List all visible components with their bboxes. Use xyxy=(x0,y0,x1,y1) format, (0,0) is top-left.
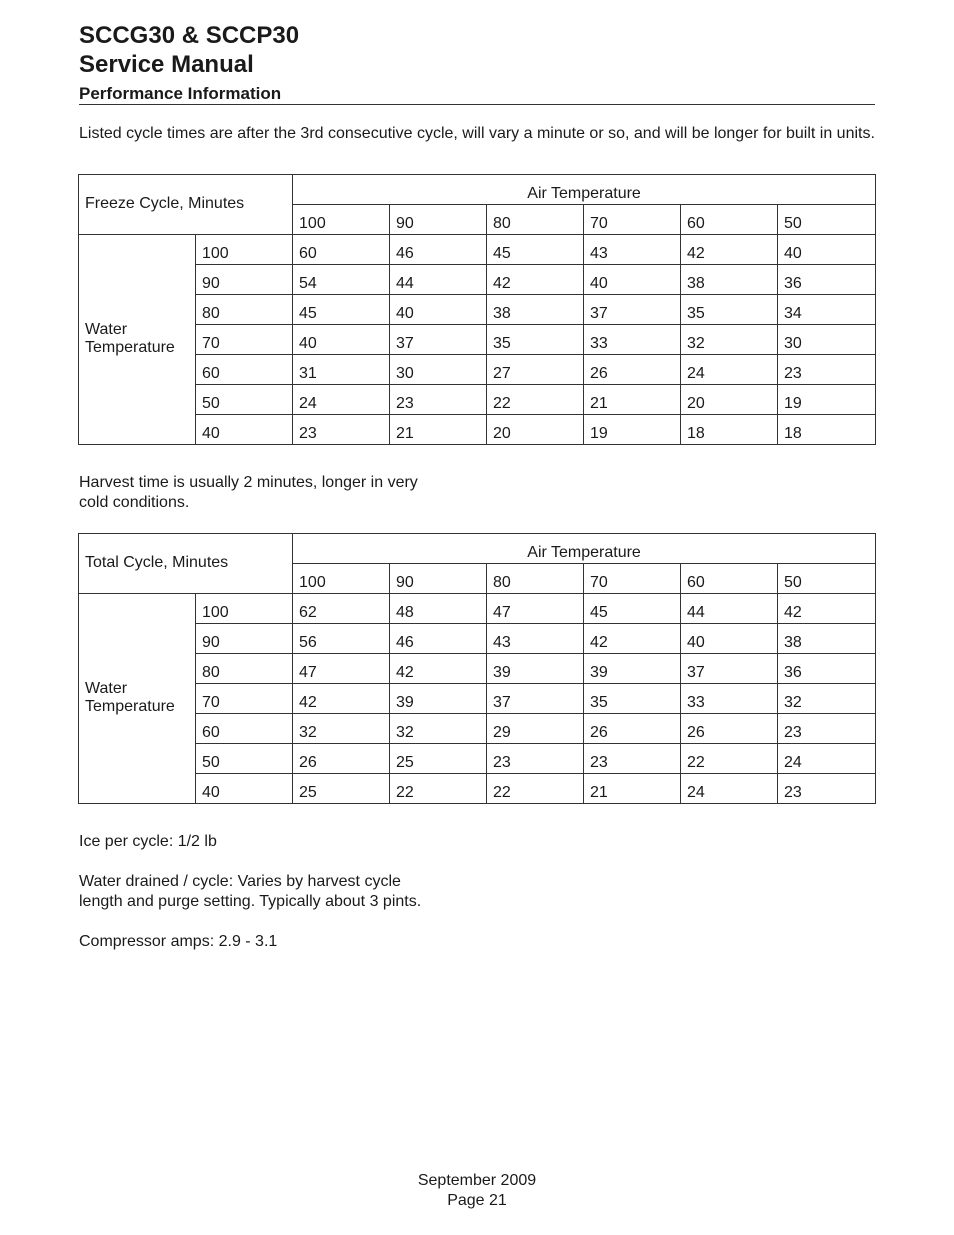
cycle-minutes-cell: 38 xyxy=(681,265,778,295)
table-row xyxy=(79,325,876,355)
table-row xyxy=(79,774,876,804)
cycle-minutes-cell: 54 xyxy=(293,265,390,295)
cycle-minutes-cell: 22 xyxy=(487,385,584,415)
document-title xyxy=(79,21,299,79)
air-temp-cell: 70 xyxy=(584,205,681,235)
water-temperature-label: Water Temperature xyxy=(79,594,196,804)
cycle-minutes-cell: 32 xyxy=(293,714,390,744)
water-temp-cell: 90 xyxy=(196,265,293,295)
cycle-minutes-cell: 20 xyxy=(487,415,584,445)
title-line-model: SCCG30 & SCCP30 xyxy=(79,22,300,49)
cycle-minutes-cell: 47 xyxy=(487,594,584,624)
air-temp-cell: 80 xyxy=(487,205,584,235)
water-temp-cell: 50 xyxy=(196,385,293,415)
water-temp-cell: 100 xyxy=(196,235,293,265)
air-temp-cell: 60 xyxy=(681,564,778,594)
air-temp-cell: 90 xyxy=(390,205,487,235)
water-temp-cell: 80 xyxy=(196,295,293,325)
air-temp-cell: 50 xyxy=(778,564,876,594)
cycle-minutes-cell: 19 xyxy=(778,385,876,415)
cycle-minutes-cell: 22 xyxy=(681,744,778,774)
table-row xyxy=(79,415,876,445)
cycle-minutes-cell: 24 xyxy=(681,355,778,385)
cycle-minutes-cell: 40 xyxy=(681,624,778,654)
table-label: Freeze Cycle, Minutes xyxy=(79,175,293,235)
harvest-note xyxy=(79,473,418,513)
cycle-minutes-cell: 23 xyxy=(778,774,876,804)
cycle-minutes-cell: 23 xyxy=(584,744,681,774)
cycle-minutes-cell: 38 xyxy=(487,295,584,325)
cycle-minutes-cell: 34 xyxy=(778,295,876,325)
title-line-manual: Service Manual xyxy=(79,51,254,78)
cycle-minutes-cell: 42 xyxy=(778,594,876,624)
freeze-cycle-table xyxy=(78,174,876,445)
cycle-minutes-cell: 21 xyxy=(584,774,681,804)
cycle-minutes-cell: 35 xyxy=(487,325,584,355)
footer-date: September 2009 xyxy=(417,1172,537,1189)
cycle-minutes-cell: 33 xyxy=(681,684,778,714)
table-row xyxy=(79,744,876,774)
footer xyxy=(0,1171,954,1211)
header-row xyxy=(79,175,876,205)
cycle-minutes-cell: 39 xyxy=(487,654,584,684)
compressor-amps: Compressor amps: 2.9 - 3.1 xyxy=(79,933,278,950)
cycle-minutes-cell: 18 xyxy=(778,415,876,445)
cycle-minutes-cell: 42 xyxy=(681,235,778,265)
cycle-minutes-cell: 27 xyxy=(487,355,584,385)
cycle-minutes-cell: 44 xyxy=(390,265,487,295)
air-temp-cell: 100 xyxy=(293,564,390,594)
cycle-minutes-cell: 25 xyxy=(390,744,487,774)
cycle-minutes-cell: 48 xyxy=(390,594,487,624)
cycle-minutes-cell: 21 xyxy=(390,415,487,445)
cycle-minutes-cell: 24 xyxy=(778,744,876,774)
cycle-minutes-cell: 22 xyxy=(487,774,584,804)
cycle-minutes-cell: 45 xyxy=(584,594,681,624)
water-temp-cell: 70 xyxy=(196,325,293,355)
cycle-minutes-cell: 40 xyxy=(293,325,390,355)
header-row xyxy=(79,534,876,564)
table-row xyxy=(79,624,876,654)
cycle-minutes-cell: 45 xyxy=(487,235,584,265)
harvest-note-line2: cold conditions. xyxy=(79,494,190,511)
cycle-minutes-cell: 42 xyxy=(293,684,390,714)
cycle-minutes-cell: 60 xyxy=(293,235,390,265)
cycle-minutes-cell: 40 xyxy=(390,295,487,325)
cycle-minutes-cell: 22 xyxy=(390,774,487,804)
cycle-minutes-cell: 32 xyxy=(390,714,487,744)
cycle-minutes-cell: 26 xyxy=(681,714,778,744)
water-temp-cell: 90 xyxy=(196,624,293,654)
air-temperature-header: Air Temperature xyxy=(293,175,876,205)
cycle-minutes-cell: 43 xyxy=(584,235,681,265)
water-drained-line1: Water drained / cycle: Varies by harvest cycle xyxy=(79,873,401,890)
cycle-minutes-cell: 32 xyxy=(778,684,876,714)
table-row xyxy=(79,594,876,624)
cycle-minutes-cell: 23 xyxy=(390,385,487,415)
cycle-minutes-cell: 42 xyxy=(584,624,681,654)
water-temp-cell: 40 xyxy=(196,774,293,804)
cycle-minutes-cell: 42 xyxy=(390,654,487,684)
cycle-minutes-cell: 21 xyxy=(584,385,681,415)
table-row xyxy=(79,295,876,325)
cycle-minutes-cell: 26 xyxy=(584,714,681,744)
water-temp-cell: 50 xyxy=(196,744,293,774)
cycle-minutes-cell: 62 xyxy=(293,594,390,624)
table-row xyxy=(79,654,876,684)
cycle-minutes-cell: 32 xyxy=(681,325,778,355)
cycle-minutes-cell: 26 xyxy=(584,355,681,385)
cycle-minutes-cell: 46 xyxy=(390,235,487,265)
water-temp-cell: 60 xyxy=(196,355,293,385)
water-temp-cell: 80 xyxy=(196,654,293,684)
table-row xyxy=(79,235,876,265)
cycle-minutes-cell: 37 xyxy=(487,684,584,714)
cycle-minutes-cell: 23 xyxy=(778,355,876,385)
table-row xyxy=(79,355,876,385)
table-row xyxy=(79,714,876,744)
cycle-minutes-cell: 24 xyxy=(681,774,778,804)
air-temperature-header: Air Temperature xyxy=(293,534,876,564)
water-temp-cell: 40 xyxy=(196,415,293,445)
cycle-minutes-cell: 36 xyxy=(778,265,876,295)
air-temp-cell: 70 xyxy=(584,564,681,594)
section-heading: Performance Information xyxy=(79,84,875,105)
water-drained xyxy=(79,872,421,912)
water-temp-cell: 100 xyxy=(196,594,293,624)
cycle-minutes-cell: 44 xyxy=(681,594,778,624)
water-temp-cell: 60 xyxy=(196,714,293,744)
air-temp-cell: 50 xyxy=(778,205,876,235)
cycle-minutes-cell: 46 xyxy=(390,624,487,654)
cycle-minutes-cell: 37 xyxy=(681,654,778,684)
cycle-minutes-cell: 37 xyxy=(584,295,681,325)
intro-paragraph: Listed cycle times are after the 3rd consecutive cycle, will vary a minute or so, and will be longer for built in units. xyxy=(79,125,875,142)
cycle-minutes-cell: 45 xyxy=(293,295,390,325)
cycle-minutes-cell: 35 xyxy=(584,684,681,714)
table-row xyxy=(79,385,876,415)
cycle-minutes-cell: 24 xyxy=(293,385,390,415)
cycle-minutes-cell: 19 xyxy=(584,415,681,445)
cycle-minutes-cell: 42 xyxy=(487,265,584,295)
cycle-minutes-cell: 20 xyxy=(681,385,778,415)
cycle-minutes-cell: 26 xyxy=(293,744,390,774)
cycle-minutes-cell: 40 xyxy=(584,265,681,295)
cycle-minutes-cell: 35 xyxy=(681,295,778,325)
cycle-minutes-cell: 33 xyxy=(584,325,681,355)
water-drained-line2: length and purge setting. Typically about 3 pints. xyxy=(79,893,422,910)
cycle-minutes-cell: 43 xyxy=(487,624,584,654)
air-temp-cell: 60 xyxy=(681,205,778,235)
cycle-minutes-cell: 56 xyxy=(293,624,390,654)
cycle-minutes-cell: 23 xyxy=(487,744,584,774)
footer-page: Page 21 xyxy=(447,1192,507,1209)
cycle-minutes-cell: 31 xyxy=(293,355,390,385)
cycle-minutes-cell: 30 xyxy=(778,325,876,355)
water-temperature-label: Water Temperature xyxy=(79,235,196,445)
table-row xyxy=(79,684,876,714)
cycle-minutes-cell: 29 xyxy=(487,714,584,744)
cycle-minutes-cell: 47 xyxy=(293,654,390,684)
harvest-note-line1: Harvest time is usually 2 minutes, longer in very xyxy=(79,474,418,491)
cycle-minutes-cell: 39 xyxy=(390,684,487,714)
air-temp-cell: 80 xyxy=(487,564,584,594)
table-label: Total Cycle, Minutes xyxy=(79,534,293,594)
water-temp-cell: 70 xyxy=(196,684,293,714)
cycle-minutes-cell: 39 xyxy=(584,654,681,684)
cycle-minutes-cell: 40 xyxy=(778,235,876,265)
cycle-minutes-cell: 25 xyxy=(293,774,390,804)
cycle-minutes-cell: 23 xyxy=(778,714,876,744)
cycle-minutes-cell: 38 xyxy=(778,624,876,654)
ice-per-cycle: Ice per cycle: 1/2 lb xyxy=(79,833,217,850)
air-temp-cell: 100 xyxy=(293,205,390,235)
cycle-minutes-cell: 37 xyxy=(390,325,487,355)
cycle-minutes-cell: 30 xyxy=(390,355,487,385)
table-row xyxy=(79,265,876,295)
cycle-minutes-cell: 36 xyxy=(778,654,876,684)
cycle-minutes-cell: 18 xyxy=(681,415,778,445)
cycle-minutes-cell: 23 xyxy=(293,415,390,445)
air-temp-cell: 90 xyxy=(390,564,487,594)
total-cycle-table xyxy=(78,533,876,804)
